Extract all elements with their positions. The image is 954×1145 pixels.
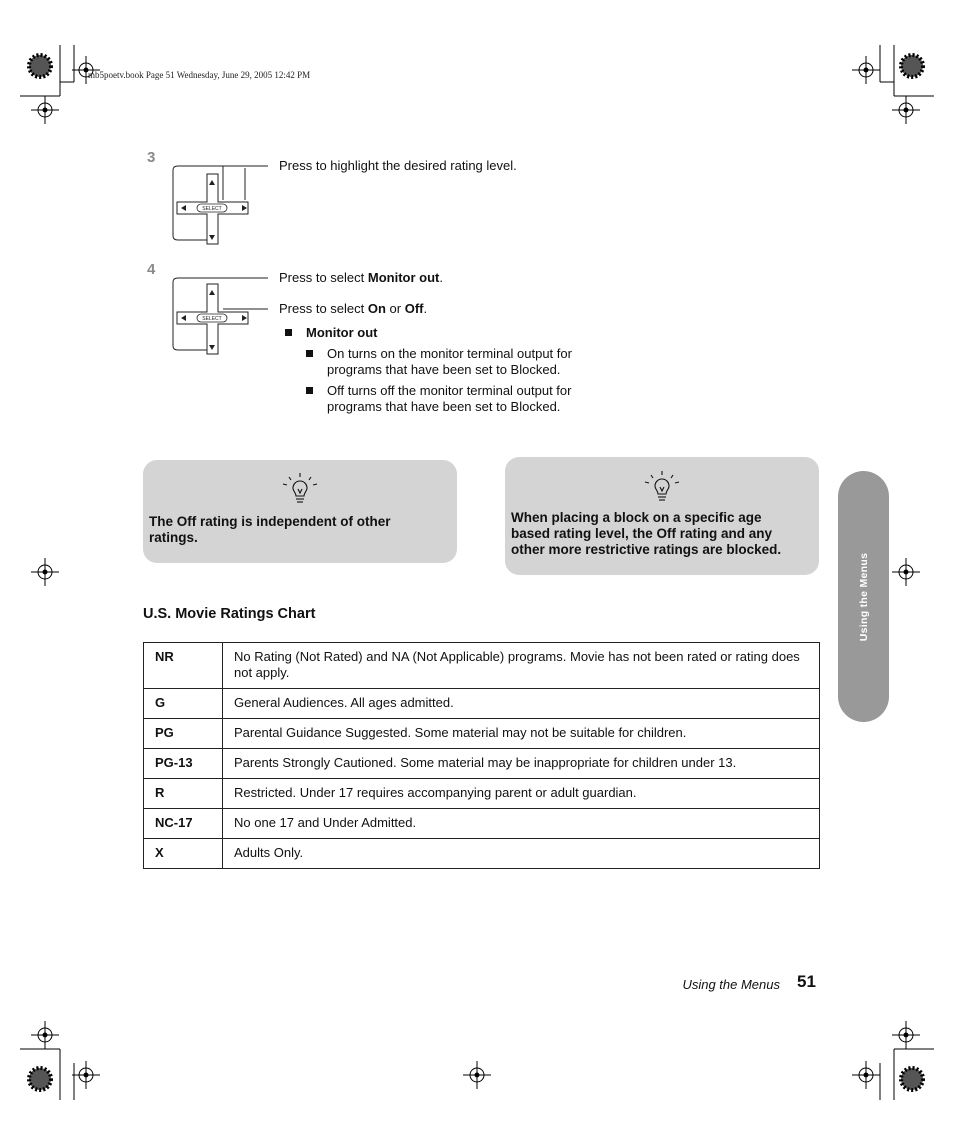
rating-description: No one 17 and Under Admitted. xyxy=(223,809,820,839)
remote-dpad-icon xyxy=(170,160,270,250)
tip-box xyxy=(143,460,457,563)
tip-box xyxy=(505,457,819,575)
chapter-side-tab xyxy=(838,471,889,722)
rating-description: Adults Only. xyxy=(223,839,820,869)
step-3-text: Press to highlight the desired rating level. xyxy=(279,158,517,173)
side-tab-label: Using the Menus xyxy=(857,552,870,641)
rating-code: NR xyxy=(144,643,223,689)
lightbulb-icon xyxy=(281,472,319,506)
rating-description: Restricted. Under 17 requires accompanying parent or adult guardian. xyxy=(223,779,820,809)
table-row xyxy=(144,839,820,869)
rating-description: General Audiences. All ages admitted. xyxy=(223,689,820,719)
table-row xyxy=(144,643,820,689)
select-label: SELECT xyxy=(202,206,222,212)
bullet-icon xyxy=(285,329,292,336)
select-label: SELECT xyxy=(202,316,222,322)
tip-text: When placing a block on a specific age based rating level, the Off rating and any other more restrictive ratings are blocked. xyxy=(511,510,782,557)
table-row xyxy=(144,689,820,719)
footer-section-label: Using the Menus xyxy=(682,977,780,992)
remote-dpad-icon xyxy=(170,270,270,360)
lightbulb-icon xyxy=(643,470,681,504)
page-number: 51 xyxy=(797,972,816,991)
table-row xyxy=(144,779,820,809)
rating-description: No Rating (Not Rated) and NA (Not Applicable) programs. Movie has not been rated or rating does not apply. xyxy=(223,643,820,689)
monitor-out-heading: Monitor out xyxy=(306,325,378,340)
ratings-table xyxy=(143,642,820,869)
tip-text: The Off rating is independent of other ratings. xyxy=(149,514,391,545)
sub-bullet-off: Off turns off the monitor terminal output for programs that have been set to Blocked. xyxy=(327,383,572,414)
ratings-chart-title: U.S. Movie Ratings Chart xyxy=(143,606,316,622)
rating-code: R xyxy=(144,779,223,809)
rating-description: Parental Guidance Suggested. Some material may not be suitable for children. xyxy=(223,719,820,749)
table-row xyxy=(144,749,820,779)
sub-bullet-on: On turns on the monitor terminal output for programs that have been set to Blocked. xyxy=(327,346,572,377)
rating-code: PG-13 xyxy=(144,749,223,779)
step-4-line-2: Press to select On or Off. xyxy=(279,301,428,316)
rating-description: Parents Strongly Cautioned. Some material may be inappropriate for children under 13. xyxy=(223,749,820,779)
step-3-number: 3 xyxy=(147,149,156,166)
rating-code: G xyxy=(144,689,223,719)
bullet-icon xyxy=(306,387,313,394)
step-4-number: 4 xyxy=(147,261,156,278)
rating-code: NC-17 xyxy=(144,809,223,839)
print-info: mb5poetv.book Page 51 Wednesday, June 29, 2005 12:42 PM xyxy=(88,70,311,80)
rating-code: PG xyxy=(144,719,223,749)
step-4-line-1: Press to select Monitor out. xyxy=(279,270,443,285)
bullet-icon xyxy=(306,350,313,357)
table-row xyxy=(144,809,820,839)
rating-code: X xyxy=(144,839,223,869)
table-row xyxy=(144,719,820,749)
